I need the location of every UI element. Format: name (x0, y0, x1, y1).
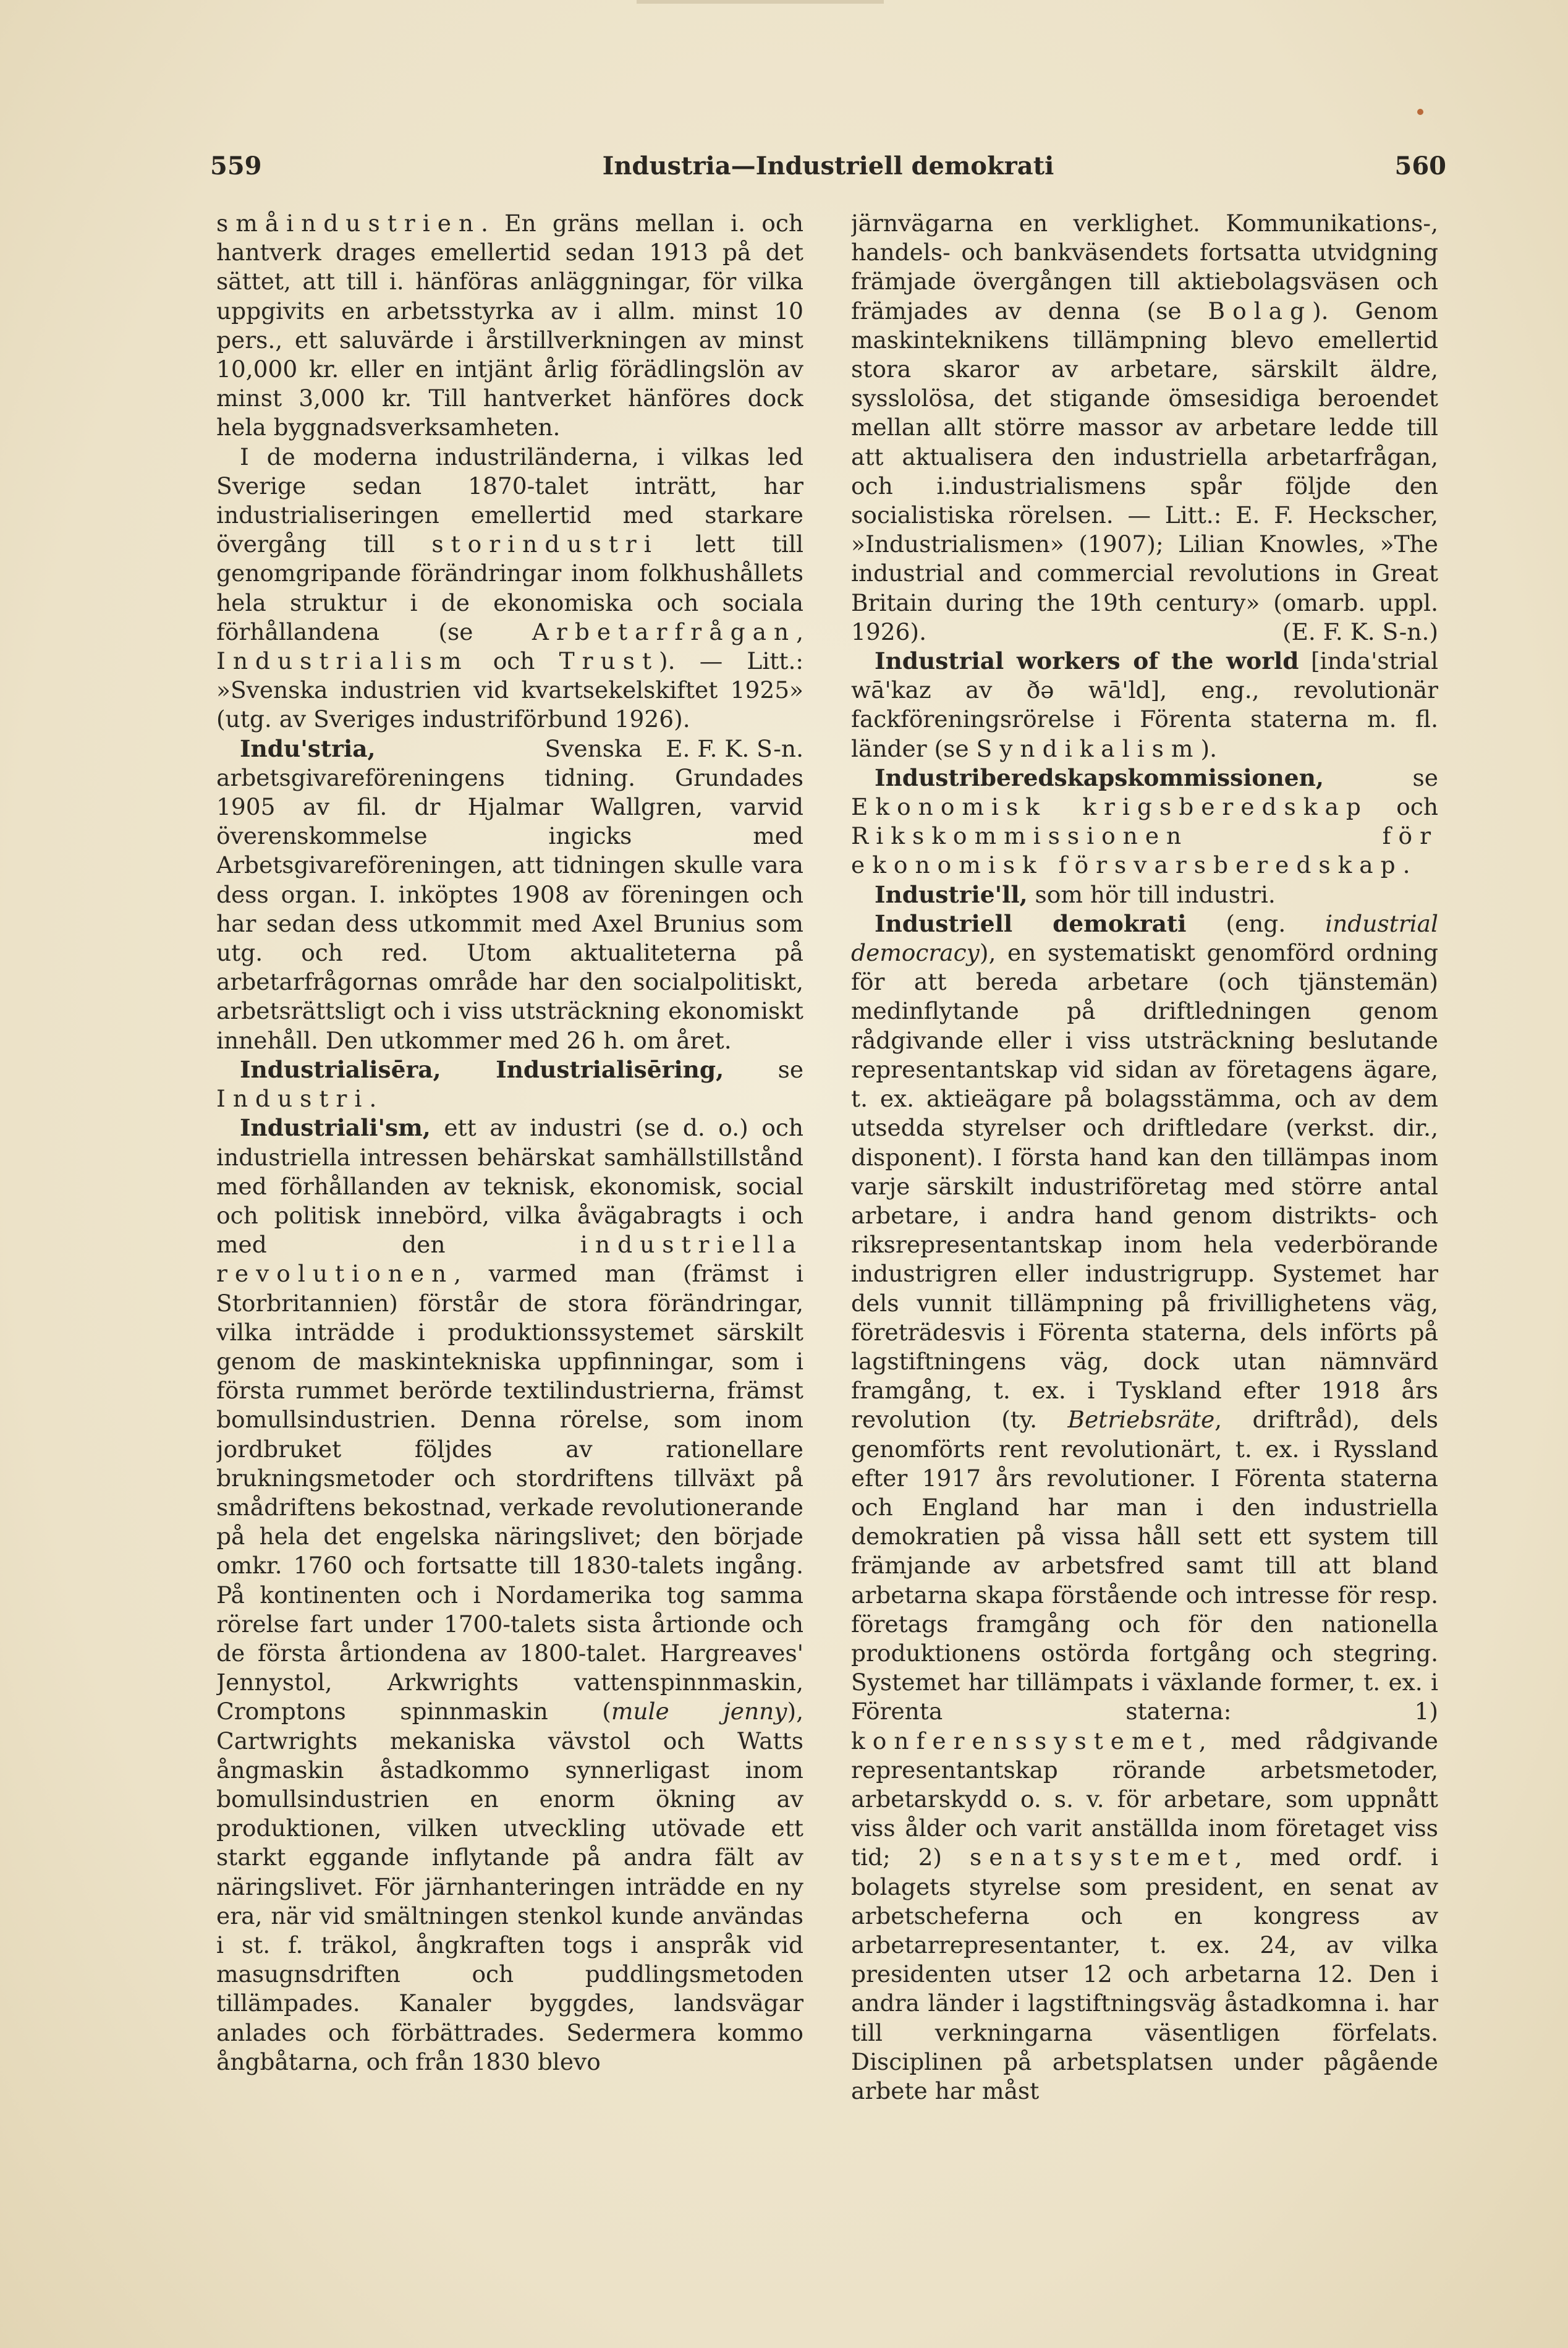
entry-industria: Indu'stria, Svenska arbetsgivareföreningens tidning. Grundades 1905 av fil. dr Hjalmar Wallgren, varvid överenskommelse ingicks med Arbetsgivareföreningen, att tidningen skulle vara dess organ. I. inköptes 1908 av föreningen och har sedan dess utkommit med Axel Brunius som utg. och red. Utom aktualiteterna på arbetarfrågornas område har den socialpolitiskt, arbetsrättsligt och i viss utsträckning ekonomiskt innehåll. Den utkommer med 26 h. om året. (216, 734, 803, 1054)
running-title: Industria—Industriell demokrati (602, 151, 1054, 181)
paragraph-moderna-industrilander: I de moderna industriländerna, i vilkas led Sverige sedan 1870-talet inträtt, har industrialiseringen emellertid med starkare övergång till storindustri lett till genomgripande förändringar inom folkhushållets hela struktur i de ekonomiska och sociala förhållandena (se Arbetarfrågan, Industrialism och Trust). — Litt.: »Svenska industrien vid kvartsekelskiftet 1925» (utg. av Sveriges industriförbund 1926). E. F. K. S-n. (216, 443, 803, 734)
left-column (216, 209, 803, 2311)
paragraph-jarnvagarna: järnvägarna en verklighet. Kommunikations-, handels- och bankväsendets fortsatta utvidgning främjade övergången till aktiebolagsväsen och främjades av denna (se Bolag). Genom maskinteknikens tillämpning blevo emellertid stora skaror av arbetare, särskilt äldre, sysslolösa, det stigande ömsesidiga beroendet mellan allt större massor av arbetare ledde till att aktualisera den industriella arbetarfrågan, och i.industrialismens spår följde den socialistiska rörelsen. — Litt.: E. F. Heckscher, »Industrialismen» (1907); Lilian Knowles, »The industrial and commercial revolutions in Great Britain during the 19th century» (omarb. uppl. 1926). (E. F. K. S-n.) (851, 209, 1438, 647)
italic-term: mule jenny (611, 1698, 787, 1725)
cross-reference: Industrialism (216, 647, 469, 675)
page-number-left: 559 (210, 151, 262, 181)
cross-reference: Syndikalism (976, 734, 1201, 762)
spaced-term: senatsystemet (969, 1844, 1235, 1871)
entry-industriberedskapskommissionen: Industriberedskapskommissionen, se Ekonomisk krigsberedskap och Rikskommissionen för ekonomisk försvarsberedskap. (851, 764, 1438, 879)
cross-reference: Trust (559, 647, 659, 675)
entry-headword: Industrie'll, (875, 880, 1028, 908)
entry-headword: Industrialisēra, Industrialisēring, (240, 1055, 724, 1083)
spaced-term: industriella revolutionen (216, 1231, 803, 1288)
entry-headword: Industriell demokrati (875, 909, 1187, 937)
entry-headword: Industrial workers of the world (875, 647, 1299, 675)
signature: (E. F. K. S-n.) (1282, 618, 1438, 645)
paragraph-smaindustrien: småindustrien. En gräns mellan i. och hantverk drages emellertid sedan 1913 på det sättet, att till i. hänföras anläggningar, för vilka uppgivits en arbetsstyrka av i allm. minst 10 pers., ett saluvärde i årstillverkningen av minst 10,000 kr. eller en intjänt årlig förädlingslön av minst 3,000 kr. Till hantverket hänföres dock hela byggnadsverksamheten. (216, 210, 803, 441)
spaced-term: småindustrien (216, 210, 481, 237)
signature: E. F. K. S-n. (666, 734, 803, 762)
entry-headword: Industriberedskapskommissionen, (875, 764, 1324, 791)
italic-term: industrial democracy (851, 909, 1438, 967)
spaced-term: storindustri (431, 530, 659, 558)
ink-dot (1417, 109, 1423, 115)
cross-reference: Ekonomisk krigsberedskap (851, 793, 1368, 821)
top-edge-mark (637, 0, 884, 4)
running-header (210, 151, 1446, 189)
cross-reference: Bolag (1208, 297, 1313, 325)
entry-industriell: Industrie'll, som hör till industri. (875, 880, 1276, 908)
entry-industriell-demokrati: Industriell demokrati (eng. industrial democracy), en systematiskt genomförd ordning för att bereda arbetare (och tjänstemän) medinflytande på driftledningen genom rådgivande eller i viss utsträckning beslutande representantskap vid sidan av företagens ägare, t. ex. aktieägare på bolagsstämma, och av dem utsedda styrelser och driftledare (verkst. dir., disponent). I första hand kan den tillämpas inom varje särskilt industriföretag med större antal arbetare, i andra hand genom distrikts- och riksrepresentantskap inom hela vederbörande industrigren eller industrigrupp. Systemet har dels vunnit tillämpning på frivillighetens väg, företrädesvis i Förenta staterna, dels införts på lagstiftningens väg, dock utan nämnvärd framgång, t. ex. i Tyskland efter 1918 års revolution (ty. Betriebsräte, driftråd), dels genomförts rent revolutionärt, t. ex. i Ryssland efter 1917 års revolutioner. I Förenta staterna och England har man i den industriella demokratien på vissa håll sett ett system till främjande av arbetsfred samt till att bland arbetarna skapa förstående och intresse för resp. företags framgång och för den nationella produktionens ostörda fortgång och stegring. Systemet har tillämpats i växlande former, t. ex. i Förenta staterna: 1) konferenssystemet, med rådgivande representantskap rörande arbetsmetoder, arbetarskydd o. s. v. för arbetare, som uppnått viss ålder och varit anställda inom företaget viss tid; 2) senatsystemet, med ordf. i bolagets styrelse som president, en senat av arbetscheferna och en kongress av arbetarrepresentanter, t. ex. 24, av vilka presidenten utser 12 och arbetarna 12. Den i andra länder i lagstiftningsväg åstadkomna i. har till verkningarna väsentligen förfelats. Disciplinen på arbetsplatsen under pågående arbete har måst (851, 909, 1438, 2104)
cross-reference: Arbetarfrågan (532, 618, 797, 645)
entry-headword: Industriali'sm, (240, 1114, 431, 1142)
entry-industrial-workers: Industrial workers of the world [inda'strial wā'kaz av ðə wā'ld], eng., revolutionär fackföreningsrörelse i Förenta staterna m. fl. länder (se Syndikalism). (851, 647, 1438, 762)
cross-reference: Industri (216, 1085, 370, 1113)
entry-headword: Indu'stria, (240, 734, 376, 762)
spaced-term: konferenssystemet (851, 1727, 1199, 1755)
page-number-right: 560 (1394, 151, 1446, 181)
entry-industrialism: Industriali'sm, ett av industri (se d. o.) och industriella intressen behärskat samhällstillstånd med förhållanden av teknisk, ekonomisk, social och politisk innebörd, vilka åvägabragts i och med den industriella revolutionen, varmed man (främst i Storbritannien) förstår de stora förändringar, vilka inträdde i produktionssystemet särskilt genom de maskintekniska uppfinningar, som i första rummet berörde textilindustrierna, främst bomullsindustrien. Denna rörelse, som inom jordbruket följdes av rationellare brukningsmetoder och stordriftens tillväxt på smådriftens bekostnad, verkade revolutionerande på hela det engelska näringslivet; den började omkr. 1760 och fortsatte till 1830-talets ingång. På kontinenten och i Nordamerika tog samma rörelse fart under 1700-talets sista årtionde och de första årtiondena av 1800-talet. Hargreaves' Jennystol, Arkwrights vattenspinnmaskin, Cromptons spinnmaskin (mule jenny), Cartwrights mekaniska vävstol och Watts ångmaskin åstadkommo synnerligast inom bomullsindustrien en enorm ökning av produktionen, vilken utveckling utövade ett starkt eggande inflytande på andra fält av näringslivet. För järnhanteringen inträdde en ny era, när vid smältningen stenkol kunde användas i st. f. träkol, ångkraften togs i anspråk vid masugnsdriften och puddlingsmetoden tillämpades. Kanaler byggdes, landsvägar anlades och förbättrades. Sedermera kommo ångbåtarna, och från 1830 blevo (216, 1114, 803, 2075)
right-column (851, 209, 1438, 2311)
cross-reference: Rikskommissionen för ekonomisk försvarsberedskap (851, 822, 1438, 879)
italic-term: Betriebsräte (1067, 1406, 1215, 1434)
entry-industrialisera: Industrialisēra, Industrialisēring, se Industri. (216, 1055, 803, 1113)
